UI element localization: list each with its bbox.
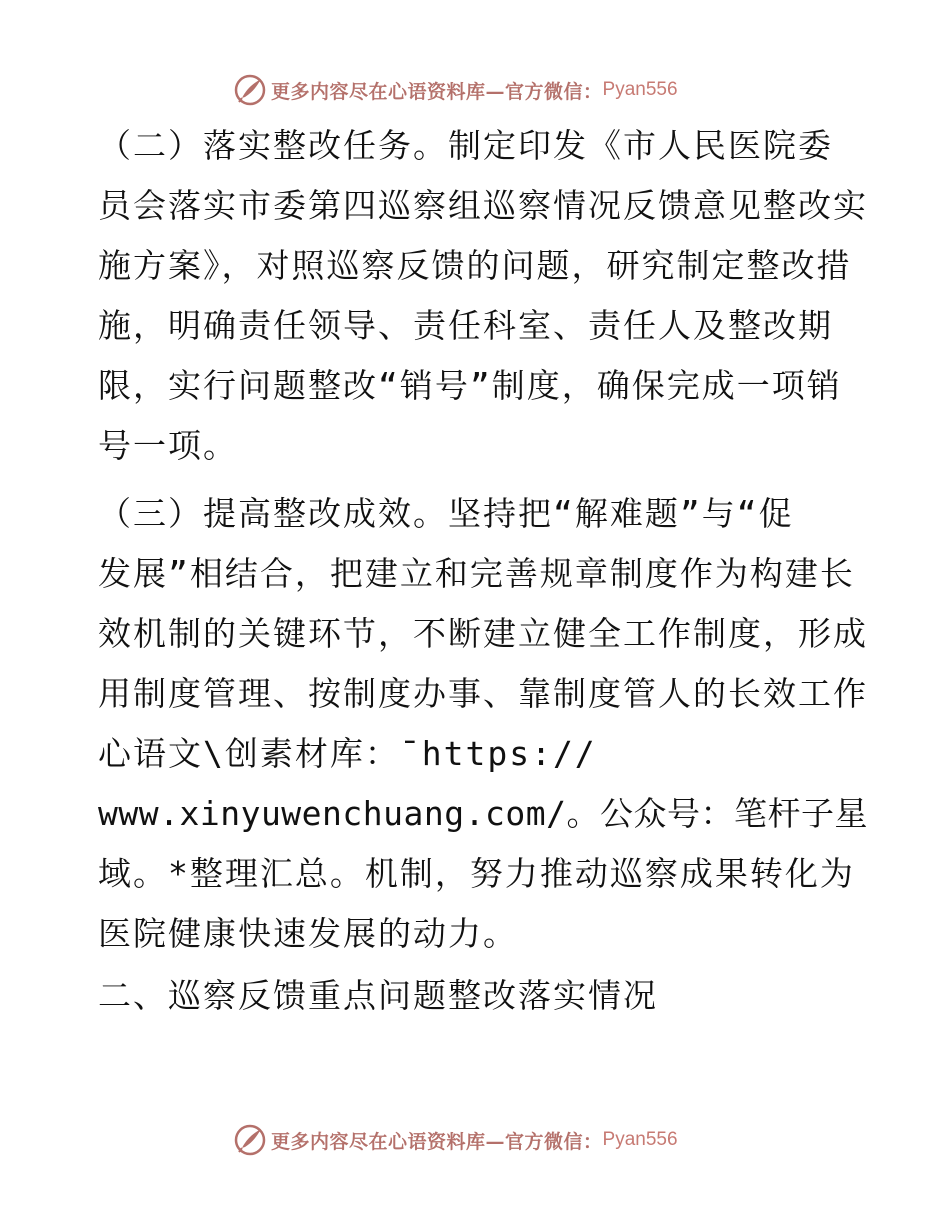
text-line: 医院健康快速发展的动力。: [98, 914, 518, 953]
text-line: 用制度管理、按制度办事、靠制度管人的长效工作: [98, 674, 868, 713]
watermark-text: 更多内容尽在心语资料库—官方微信：: [271, 80, 603, 103]
paragraph-improve-effectiveness: [98, 484, 868, 964]
watermark-banner-top: [233, 70, 713, 110]
text-line: 限，实行问题整改“销号”制度，确保完成一项销: [98, 366, 842, 405]
text-line: 发展”相结合，把建立和完善规章制度作为构建长: [98, 554, 855, 593]
text-line: 施方案》，对照巡察反馈的问题，研究制定整改措: [98, 246, 852, 285]
watermark-id: Pyan556: [602, 79, 678, 100]
text-line: （二）落实整改任务。制定印发《市人民医院委: [98, 126, 833, 165]
watermark-text: 更多内容尽在心语资料库—官方微信：: [271, 1130, 603, 1153]
text-line: （三）提高整改成效。坚持把“解难题”与“促: [98, 494, 794, 533]
text-line: 域。*整理汇总。机制，努力推动巡察成果转化为: [98, 854, 855, 893]
paragraph-implement-tasks: [98, 116, 868, 476]
watermark-banner-bottom: [233, 1120, 713, 1160]
text-line: 心语文\创素材库：¯https://: [98, 734, 597, 773]
text-line: 效机制的关键环节，不断建立健全工作制度，形成: [98, 614, 868, 653]
feather-pen-logo-icon: [233, 1123, 267, 1157]
feather-pen-logo-icon: [233, 73, 267, 107]
watermark-id: Pyan556: [602, 1129, 678, 1150]
text-line: 号一项。: [98, 426, 238, 465]
text-line: 施，明确责任领导、责任科室、责任人及整改期: [98, 306, 833, 345]
section-heading: [98, 966, 858, 1026]
text-line: 员会落实市委第四巡察组巡察情况反馈意见整改实: [98, 186, 868, 225]
text-line-url: www.xinyuwenchuang.com/。公众号：笔杆子星: [98, 794, 868, 833]
section-heading-text: 二、巡察反馈重点问题整改落实情况: [98, 976, 658, 1015]
